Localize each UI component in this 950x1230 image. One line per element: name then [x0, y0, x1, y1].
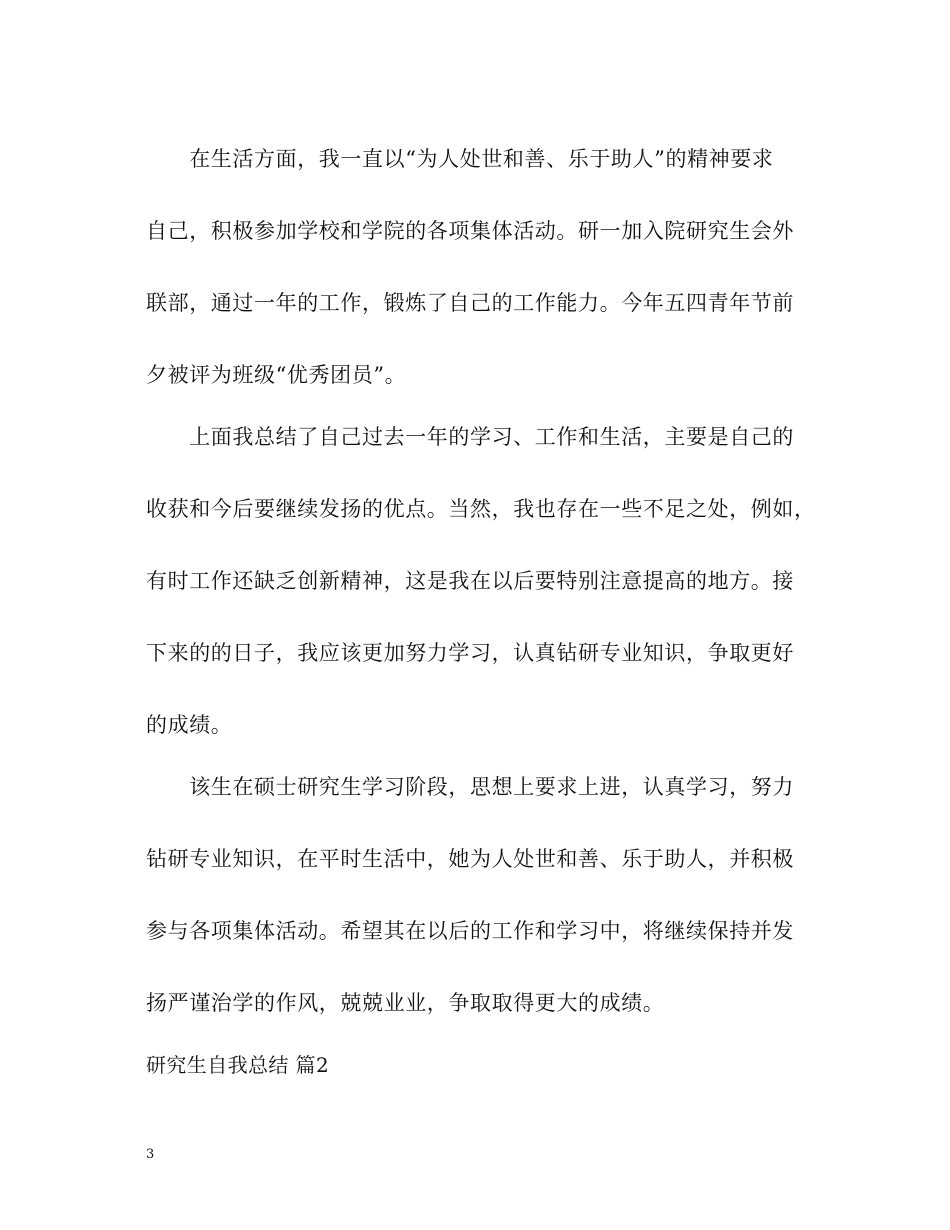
section-heading: 研究生自我总结 篇2	[146, 1053, 330, 1077]
paragraph-2-line-3: 有时工作还缺乏创新精神，这是我在以后要特别注意提高的地方。接	[146, 569, 794, 593]
paragraph-1-line-3: 联部，通过一年的工作，锻炼了自己的工作能力。今年五四青年节前	[146, 291, 794, 315]
paragraph-3-line-1: 该生在硕士研究生学习阶段，思想上要求上进，认真学习，努力	[146, 775, 794, 799]
paragraph-2-line-5: 的成绩。	[146, 713, 233, 737]
page-number: 3	[146, 1147, 155, 1162]
paragraph-1-line-4: 夕被评为班级“优秀团员”。	[146, 363, 407, 387]
paragraph-1-line-2: 自己，积极参加学校和学院的各项集体活动。研一加入院研究生会外	[146, 219, 794, 243]
paragraph-3-line-2: 钻研专业知识，在平时生活中，她为人处世和善、乐于助人，并积极	[146, 847, 794, 871]
paragraph-3-line-3: 参与各项集体活动。希望其在以后的工作和学习中，将继续保持并发	[146, 919, 794, 943]
paragraph-2-line-2: 收获和今后要继续发扬的优点。当然，我也存在一些不足之处，例如，	[146, 497, 816, 521]
paragraph-2-line-1: 上面我总结了自己过去一年的学习、工作和生活，主要是自己的	[146, 425, 794, 449]
paragraph-1-line-1: 在生活方面，我一直以“为人处世和善、乐于助人”的精神要求	[146, 147, 774, 171]
paragraph-3-line-4: 扬严谨治学的作风，兢兢业业，争取取得更大的成绩。	[146, 991, 665, 1015]
paragraph-2-line-4: 下来的的日子，我应该更加努力学习，认真钻研专业知识，争取更好	[146, 641, 794, 665]
